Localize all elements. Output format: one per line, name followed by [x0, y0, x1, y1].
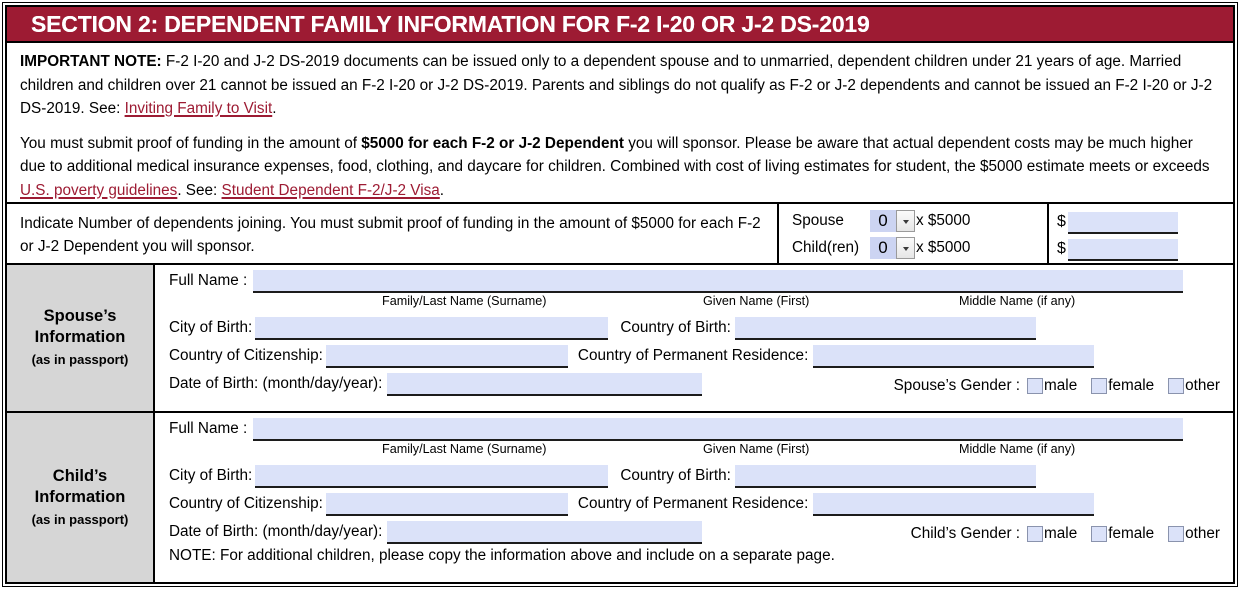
funding-text-c: . See:: [177, 181, 222, 199]
child-name-sublabels: [169, 441, 1233, 460]
child-citizenship-label: Country of Citizenship:: [169, 495, 323, 512]
spouse-fields: [155, 265, 1233, 411]
spouse-name-sublabels: [169, 293, 1233, 312]
section-header: [7, 7, 1233, 43]
child-label-line1: Child’s: [52, 466, 108, 485]
child-information-block: [7, 413, 1233, 582]
spouse-citizenship-input[interactable]: [326, 345, 568, 368]
spouse-gender-male-option[interactable]: [1027, 377, 1077, 395]
checkbox-icon[interactable]: [1027, 378, 1043, 394]
spouse-city-of-birth-input[interactable]: [255, 317, 608, 340]
child-dob-gender-row: [169, 516, 1233, 544]
dependent-count-steppers: [779, 204, 1049, 263]
spouse-dob-input[interactable]: [387, 373, 702, 396]
spouse-residence-label: Country of Permanent Residence:: [577, 347, 809, 364]
currency-symbol: $: [1057, 213, 1066, 230]
checkbox-icon[interactable]: [1168, 526, 1184, 542]
child-city-of-birth-label: City of Birth:: [169, 467, 253, 484]
child-gender-other-option[interactable]: [1168, 525, 1220, 543]
children-count-label: Child(ren): [792, 238, 860, 256]
children-count-line: [792, 234, 1047, 261]
chevron-down-icon[interactable]: [896, 237, 915, 259]
spouse-label-line1: Spouse’s: [43, 307, 117, 325]
spouse-total-input[interactable]: [1068, 212, 1178, 234]
spouse-block-label: [7, 265, 155, 411]
spouse-count-dropdown[interactable]: [870, 210, 915, 232]
child-label-line2: Information: [34, 487, 126, 506]
spouse-count-line: [792, 207, 1047, 234]
important-note-paragraph: [20, 50, 1221, 121]
dependent-count-row: [7, 204, 1233, 265]
child-gender-other-label: other: [1185, 525, 1220, 542]
section-header-title: SECTION 2: DEPENDENT FAMILY INFORMATION FOR F-2 I-20 OR J-2 DS-2019: [31, 10, 870, 37]
link-us-poverty-guidelines[interactable]: U.S. poverty guidelines: [20, 181, 178, 199]
spouse-label-sub: (as in passport): [31, 352, 129, 367]
dependent-totals: [1049, 204, 1233, 263]
important-note-tail: .: [272, 100, 277, 117]
sublabel-family-name: Family/Last Name (Surname): [382, 442, 547, 456]
important-note-body: F-2 I-20 and J-2 DS-2019 documents can be issued only to a dependent spouse and to unmarried, dependent children under 21 years of age. Married children and children over 21 cannot be issued an F-2 I-20 or J-2 DS-2019. Parents and siblings do not qualify as F-2 or J-2 dependents and cannot be issued an F-2 I-20 or J-2 DS-2019. See:: [20, 53, 1213, 117]
child-gender-female-label: female: [1108, 525, 1155, 542]
link-student-dependent-visa[interactable]: Student Dependent F-2/J-2 Visa: [221, 181, 440, 199]
child-fields: [155, 413, 1233, 582]
child-citizenship-input[interactable]: [326, 493, 568, 516]
spouse-gender-other-label: other: [1185, 377, 1220, 394]
form-body: [5, 5, 1235, 584]
funding-amount-bold: $5000 for each F-2 or J-2 Dependent: [361, 134, 624, 152]
spouse-country-of-birth-input[interactable]: [735, 317, 1036, 340]
sublabel-given-name: Given Name (First): [703, 294, 810, 308]
children-count-suffix: x $5000: [916, 238, 971, 256]
child-gender-label: Child’s Gender :: [910, 525, 1021, 542]
spouse-total-line: [1057, 207, 1233, 234]
spouse-citizenship-residence-row: [169, 340, 1233, 368]
sublabel-middle-name: Middle Name (if any): [959, 442, 1076, 456]
child-country-of-birth-input[interactable]: [735, 465, 1036, 488]
important-note-lead: IMPORTANT NOTE:: [20, 53, 162, 70]
child-full-name-label: Full Name :: [169, 420, 248, 437]
child-gender-male-option[interactable]: [1027, 525, 1077, 543]
link-inviting-family-to-visit[interactable]: Inviting Family to Visit: [124, 100, 273, 117]
spouse-label-line2: Information: [34, 328, 126, 346]
spouse-gender-male-label: male: [1044, 377, 1078, 394]
funding-text-tail: .: [439, 181, 445, 199]
spouse-dob-gender-row: [169, 368, 1233, 396]
spouse-gender-other-option[interactable]: [1168, 377, 1220, 395]
spouse-city-country-birth-row: [169, 312, 1233, 340]
child-full-name-row: [169, 413, 1233, 441]
spouse-dob-label: Date of Birth: (month/day/year):: [169, 375, 383, 392]
spouse-gender-label: Spouse’s Gender :: [893, 377, 1021, 394]
child-dob-label: Date of Birth: (month/day/year):: [169, 523, 383, 540]
child-residence-label: Country of Permanent Residence:: [577, 495, 809, 512]
spouse-country-of-birth-label: Country of Birth:: [620, 319, 731, 336]
children-count-dropdown[interactable]: [870, 237, 915, 259]
child-label-sub: (as in passport): [31, 511, 129, 527]
child-full-name-input[interactable]: [253, 418, 1183, 441]
children-total-line: [1057, 234, 1233, 261]
child-residence-input[interactable]: [813, 493, 1094, 516]
spouse-information-block: [7, 265, 1233, 413]
checkbox-icon[interactable]: [1091, 378, 1107, 394]
spouse-city-of-birth-label: City of Birth:: [169, 319, 253, 336]
funding-paragraph: [20, 132, 1221, 203]
checkbox-icon[interactable]: [1027, 526, 1043, 542]
spouse-gender-group: [894, 377, 1233, 396]
chevron-down-icon[interactable]: [896, 210, 915, 232]
child-additional-note: NOTE: For additional children, please copy the information above and include on a separate page.: [169, 547, 835, 564]
sublabel-middle-name: Middle Name (if any): [959, 294, 1076, 308]
child-gender-male-label: male: [1044, 525, 1078, 542]
child-citizenship-residence-row: [169, 488, 1233, 516]
currency-symbol: $: [1057, 240, 1066, 257]
spouse-count-suffix: x $5000: [916, 211, 971, 229]
spouse-gender-female-option[interactable]: [1091, 377, 1154, 395]
funding-text-a: You must submit proof of funding in the amount of: [20, 134, 362, 152]
spouse-full-name-input[interactable]: [253, 270, 1183, 293]
child-gender-female-option[interactable]: [1091, 525, 1154, 543]
important-note-block: [7, 43, 1233, 204]
child-gender-group: [911, 525, 1233, 544]
checkbox-icon[interactable]: [1168, 378, 1184, 394]
spouse-count-value: 0: [870, 210, 896, 232]
spouse-gender-female-label: female: [1108, 377, 1155, 394]
dependent-count-instruction: Indicate Number of dependents joining. You must submit proof of funding in the amount of $5000 for each F-2 or J-2 Dependent you will sponsor.: [7, 204, 779, 263]
spouse-residence-input[interactable]: [813, 345, 1094, 368]
children-total-input[interactable]: [1068, 239, 1178, 261]
spouse-citizenship-label: Country of Citizenship:: [169, 347, 323, 364]
sublabel-family-name: Family/Last Name (Surname): [382, 294, 547, 308]
child-city-of-birth-input[interactable]: [255, 465, 608, 488]
sublabel-given-name: Given Name (First): [703, 442, 810, 456]
child-city-country-birth-row: [169, 460, 1233, 488]
funding-text-b: you will sponsor. Please be aware that actual dependent costs may be much higher due to additional medical insurance expenses, food, clothing, and daycare for children. Combined with cost of living estimates for student, the $5000 estimate meets or exceeds: [20, 134, 1210, 175]
child-country-of-birth-label: Country of Birth:: [620, 467, 731, 484]
spouse-full-name-label: Full Name :: [169, 272, 248, 289]
children-count-value: 0: [870, 237, 896, 259]
child-block-label: [7, 413, 155, 582]
spouse-full-name-row: [169, 265, 1233, 293]
spouse-count-label: Spouse: [792, 211, 844, 229]
child-dob-input[interactable]: [387, 521, 702, 544]
checkbox-icon[interactable]: [1091, 526, 1107, 542]
